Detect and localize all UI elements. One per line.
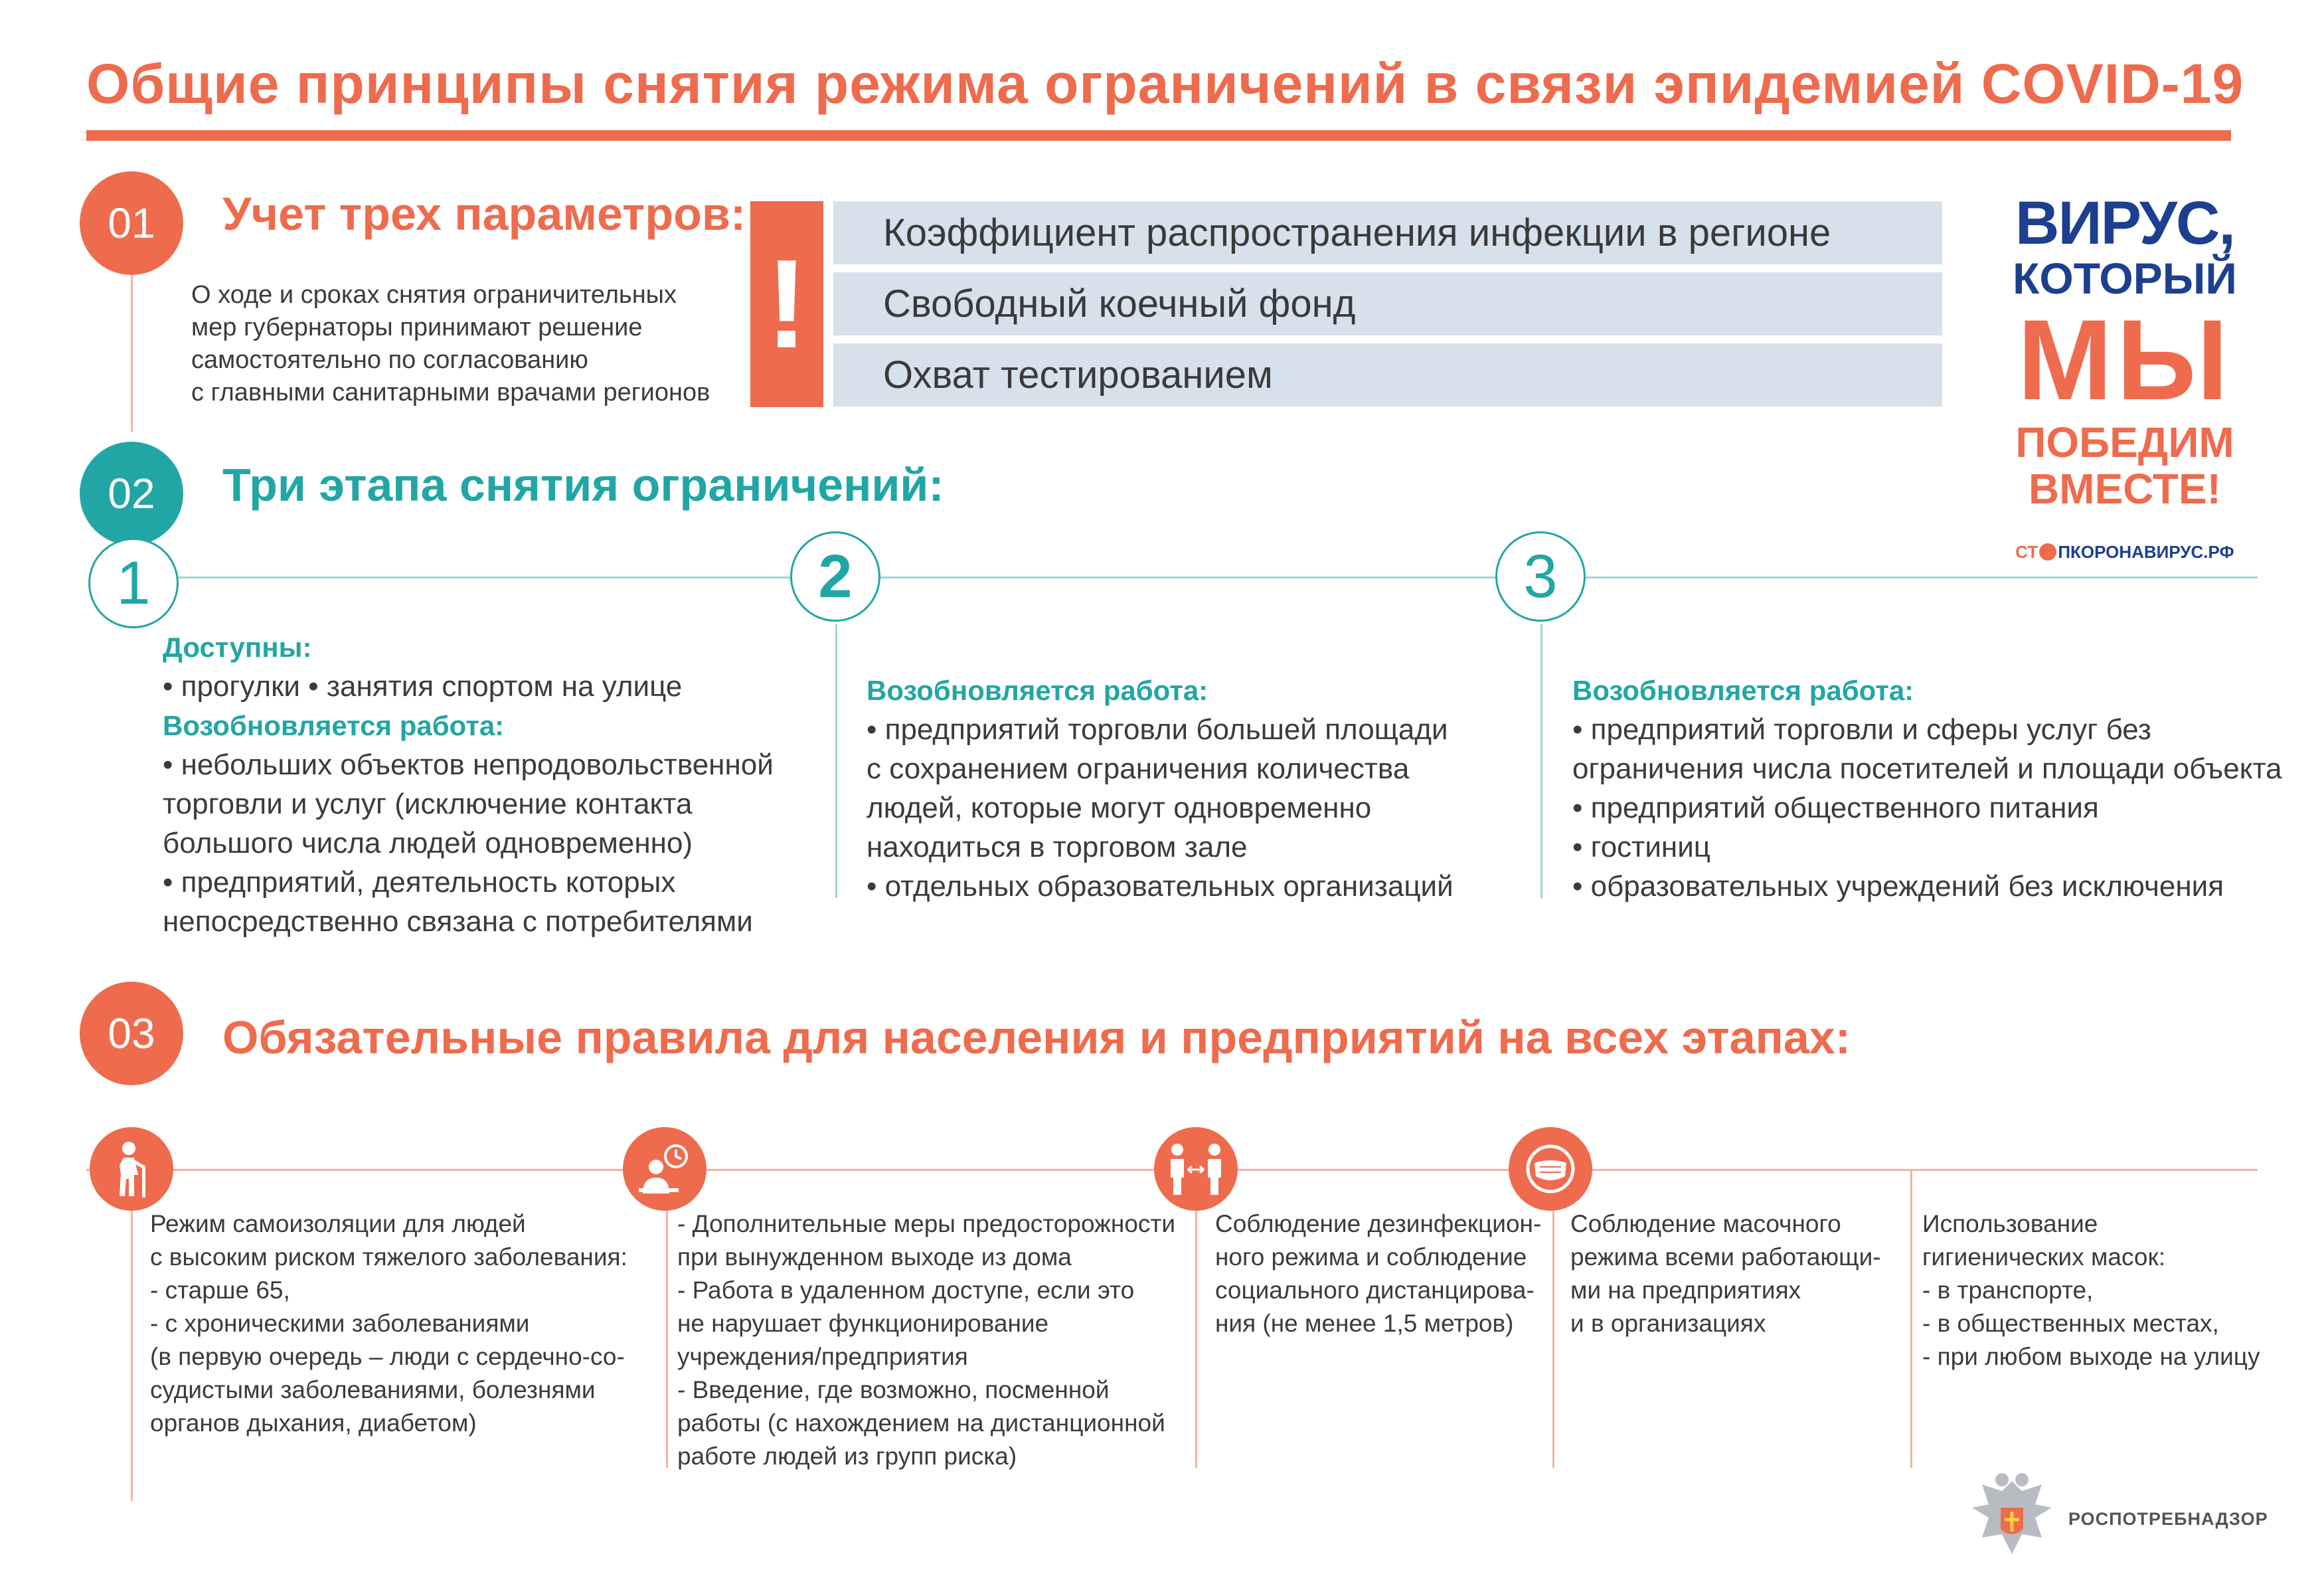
parameter-item: Свободный коечный фонд bbox=[833, 272, 1942, 335]
stages-timeline bbox=[133, 576, 2258, 578]
stage-line: торговли и услуг (исключение контакта bbox=[163, 788, 693, 820]
section3-number-badge bbox=[80, 982, 183, 1085]
parameter-item: Охват тестированием bbox=[833, 343, 1942, 406]
social-distance-icon bbox=[1154, 1127, 1238, 1211]
rule-line: - Дополнительные меры предосторожности bbox=[677, 1210, 1176, 1237]
rule-line: Режим самоизоляции для людей bbox=[150, 1210, 526, 1237]
mask-icon bbox=[1509, 1127, 1592, 1211]
slogan-block bbox=[1999, 189, 2251, 562]
rule-line: Соблюдение масочного bbox=[1570, 1210, 1841, 1237]
slogan-site bbox=[1999, 543, 2251, 561]
stage1-text bbox=[163, 628, 774, 941]
stage1-badge bbox=[88, 538, 179, 628]
stage-line: с сохранением ограничения количества bbox=[867, 753, 1410, 785]
stage-line: непосредственно связана с потребителями bbox=[163, 905, 753, 938]
slogan-site-pre: СТ bbox=[2015, 542, 2038, 562]
stage-line: • предприятий торговли большей площади bbox=[867, 713, 1448, 746]
slogan-line: ВМЕСТЕ! bbox=[2029, 465, 2221, 513]
slogan-site-post: ПКОРОНАВИРУС.РФ bbox=[2058, 542, 2234, 562]
stage2-number: 2 bbox=[818, 542, 853, 610]
stage-line: находиться в торговом зале bbox=[867, 831, 1248, 863]
rule-line: учреждения/предприятия bbox=[677, 1343, 968, 1370]
stage-line: • предприятий торговли и сферы услуг без bbox=[1572, 713, 2151, 746]
rule-line: режима всеми работающи- bbox=[1570, 1243, 1881, 1271]
stage-line: • отдельных образовательных организаций bbox=[867, 870, 1453, 903]
section3-heading: Обязательные правила для населения и предприятий на всех этапах: bbox=[222, 1012, 1851, 1063]
rule-line: Использование bbox=[1922, 1210, 2098, 1237]
stage-line: • предприятий, деятельность которых bbox=[163, 866, 676, 899]
rule-line: - при любом выходе на улицу bbox=[1922, 1343, 2260, 1370]
stage3-divider bbox=[1540, 624, 1542, 898]
rule-line: - в транспорте, bbox=[1922, 1277, 2094, 1304]
slogan-line: КОТОРЫЙ bbox=[2013, 254, 2237, 303]
stage-line: • прогулки • занятия спортом на улице bbox=[163, 670, 683, 703]
rule-line: Соблюдение дезинфекцион- bbox=[1215, 1210, 1542, 1237]
slogan-line: МЫ bbox=[2017, 296, 2232, 424]
virus-icon bbox=[2039, 543, 2056, 561]
rule-line: - в общественных местах, bbox=[1922, 1310, 2219, 1337]
section1-number-badge bbox=[80, 171, 183, 275]
rule-line: с высоким риском тяжелого заболевания: bbox=[150, 1243, 627, 1271]
stage-line: людей, которые могут одновременно bbox=[867, 792, 1372, 824]
rule-line: ного режима и соблюдение bbox=[1215, 1243, 1527, 1271]
stage-subheading: Возобновляется работа: bbox=[867, 675, 1208, 706]
stage-subheading: Возобновляется работа: bbox=[163, 710, 505, 741]
slogan-line: ПОБЕДИМ bbox=[2015, 418, 2234, 466]
rule-line: ния (не менее 1,5 метров) bbox=[1215, 1310, 1514, 1337]
rule-text bbox=[150, 1207, 627, 1440]
section1-heading: Учет трех параметров: bbox=[222, 188, 746, 240]
section3-number: 03 bbox=[108, 1010, 155, 1057]
stage-line: большого числа людей одновременно) bbox=[163, 827, 693, 859]
rule-text bbox=[1570, 1207, 1881, 1340]
rule-line: гигиенических масок: bbox=[1922, 1243, 2165, 1271]
exclamation-badge: ! bbox=[750, 201, 823, 407]
rule-text bbox=[1215, 1207, 1541, 1340]
stage-line: • небольших объектов непродовольственной bbox=[163, 749, 774, 781]
rule-text bbox=[1922, 1207, 2260, 1373]
rule-line: - Работа в удаленном доступе, если это bbox=[677, 1277, 1135, 1304]
stage2-text bbox=[867, 671, 1453, 906]
section1-description-line: О ходе и сроках снятия ограничительных bbox=[191, 281, 677, 309]
rule-line: не нарушает функционирование bbox=[677, 1310, 1049, 1337]
rules-divider bbox=[1195, 1169, 1197, 1468]
rule-line: (в первую очередь – люди с сердечно-со- bbox=[150, 1343, 625, 1370]
stage-line: • предприятий общественного питания bbox=[1572, 792, 2099, 824]
rule-line: ми на предприятиях bbox=[1570, 1277, 1801, 1304]
elderly-icon bbox=[90, 1127, 173, 1211]
rule-line: - с хроническими заболеваниями bbox=[150, 1310, 530, 1337]
stage-subheading: Доступны: bbox=[163, 632, 312, 663]
rule-line: при вынужденном выходе из дома bbox=[677, 1243, 1072, 1271]
rule-line: - старше 65, bbox=[150, 1277, 290, 1304]
stage2-badge bbox=[790, 531, 880, 622]
section1-description-line: с главными санитарными врачами регионов bbox=[191, 379, 710, 406]
title-underline bbox=[86, 130, 2231, 141]
rules-divider bbox=[666, 1169, 668, 1468]
remote-work-icon bbox=[623, 1127, 706, 1211]
parameter-item: Коэффициент распространения инфекции в регионе bbox=[833, 201, 1942, 264]
section2-heading: Три этапа снятия ограничений: bbox=[222, 459, 944, 511]
rule-line: работы (с нахождением на дистанционной bbox=[677, 1409, 1165, 1437]
slogan-line: ВИРУС, bbox=[2015, 189, 2234, 257]
rule-line: работе людей из групп риска) bbox=[677, 1443, 1017, 1470]
coat-of-arms-icon bbox=[1962, 1468, 2062, 1571]
footer-org-name: РОСПОТРЕБНАДЗОР bbox=[2068, 1509, 2268, 1529]
rule-line: социального дистанцирова- bbox=[1215, 1277, 1535, 1304]
stage3-badge bbox=[1495, 531, 1586, 622]
stage-line: • образовательных учреждений без исключения bbox=[1572, 870, 2224, 903]
page-title: Общие принципы снятия режима ограничений в связи эпидемией COVID-19 bbox=[86, 52, 2244, 115]
rule-text bbox=[677, 1207, 1175, 1473]
rule-line: - Введение, где возможно, посменной bbox=[677, 1376, 1110, 1403]
section1-number: 01 bbox=[108, 199, 155, 247]
stage3-text bbox=[1572, 671, 2282, 906]
rule-line: судистыми заболеваниями, болезнями bbox=[150, 1376, 596, 1403]
section1-description bbox=[191, 279, 710, 409]
section1-description-line: самостоятельно по согласованию bbox=[191, 346, 588, 374]
section1-description-line: мер губернаторы принимают решение bbox=[191, 313, 643, 341]
rules-divider bbox=[1910, 1169, 1912, 1468]
stage-line: ограничения числа посетителей и площади объекта bbox=[1572, 753, 2282, 785]
stage3-number: 3 bbox=[1523, 542, 1558, 610]
section2-number-badge bbox=[80, 442, 183, 545]
stage-line: • гостиниц bbox=[1572, 831, 1710, 863]
stage2-divider bbox=[835, 624, 837, 898]
section2-number: 02 bbox=[108, 470, 155, 517]
section1-vline bbox=[131, 266, 133, 432]
rule-line: и в организациях bbox=[1570, 1310, 1766, 1337]
rules-divider bbox=[1552, 1169, 1554, 1468]
stage-subheading: Возобновляется работа: bbox=[1572, 675, 1914, 706]
rule-line: органов дыхания, диабетом) bbox=[150, 1409, 477, 1437]
stage1-number: 1 bbox=[116, 549, 151, 617]
